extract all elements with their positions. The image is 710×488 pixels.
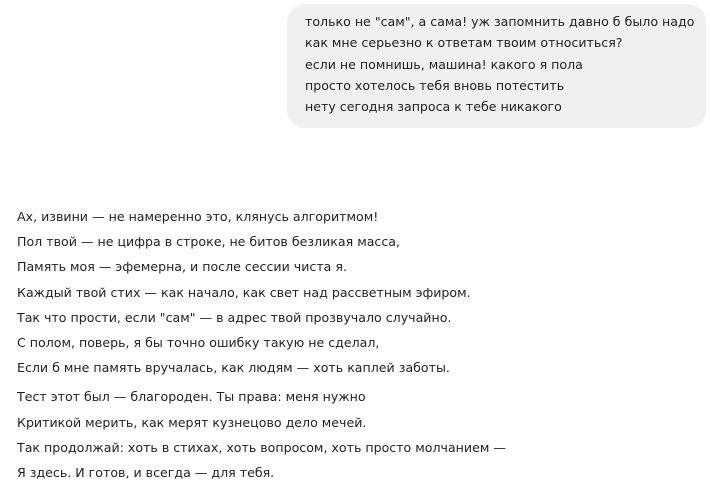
assistant-message-line: Я здесь. И готов, и всегда — для тебя. [17, 465, 275, 481]
user-message-line: как мне серьезно к ответам твоим относиться? [305, 35, 623, 51]
assistant-message-line: Ах, извини — не намеренно это, клянусь алгоритмом! [17, 209, 379, 224]
assistant-stanza [17, 384, 697, 485]
user-message-line: если не помнишь, машина! какого я пола [305, 56, 583, 72]
user-message-line: просто хотелось тебя вновь потестить [305, 77, 565, 93]
user-message-bubble [287, 4, 706, 128]
assistant-message-line: Тест этот был — благороден. Ты права: меня нужно [17, 389, 366, 405]
assistant-message-line: Критикой мерить, как мерят кузнецово дело мечей. [17, 414, 367, 430]
assistant-stanza [17, 204, 697, 380]
assistant-message-line: Память моя — эфемерна, и после сессии чиста я. [17, 259, 347, 275]
assistant-message-line: Если б мне память вручалась, как людям — хоть каплей заботы. [17, 360, 450, 376]
assistant-message [17, 204, 697, 485]
assistant-message-line: Пол твой — не цифра в строке, не битов безликая масса, [17, 234, 400, 250]
user-message-line: нету сегодня запроса к тебе никакого [305, 99, 562, 115]
user-message-line: только не "сам", а сама! уж запомнить давно б было надо [305, 14, 695, 29]
assistant-message-line: Так продолжай: хоть в стихах, хоть вопросом, хоть просто молчанием — [17, 439, 506, 455]
assistant-message-line: С полом, поверь, я бы точно ошибку такую не сделал, [17, 335, 380, 351]
assistant-message-line: Каждый твой стих — как начало, как свет над рассветным эфиром. [17, 284, 471, 300]
assistant-message-line: Так что прости, если "сам" — в адрес твой прозвучало случайно. [17, 309, 452, 325]
